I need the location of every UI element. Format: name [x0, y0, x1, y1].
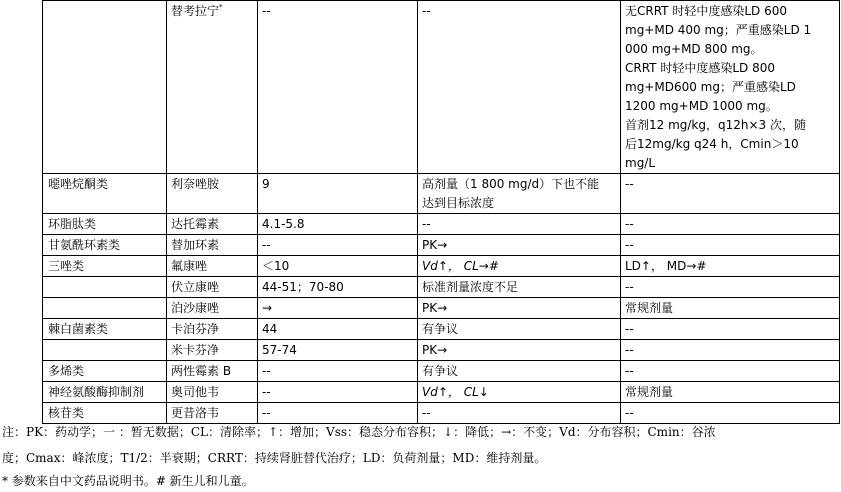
value-cell: 44-51；70-80: [258, 277, 418, 298]
value-cell: --: [258, 235, 418, 256]
value-cell: --: [258, 382, 418, 403]
drug-class-cell: [43, 1, 167, 174]
drug-name-cell: 伏立康唑: [167, 277, 258, 298]
table-row: [43, 277, 840, 298]
dosing-cell: 常规剂量: [621, 298, 840, 319]
drug-class-cell: 棘白菌素类: [43, 319, 167, 340]
value-cell: --: [258, 1, 418, 174]
table-footnote-source: * 参数来自中文药品说明书。# 新生儿和儿童。: [2, 474, 254, 488]
drug-class-cell: 甘氨酰环素类: [43, 235, 167, 256]
table-row: [43, 403, 840, 424]
pk-change-cell: PK→: [418, 298, 621, 319]
dosing-cell: --: [621, 277, 840, 298]
dosing-cell: LD↑， MD→#: [621, 256, 840, 277]
drug-class-cell: 噁唑烷酮类: [43, 174, 167, 214]
drug-name-cell: 替加环素: [167, 235, 258, 256]
drug-class-cell: [43, 298, 167, 319]
pk-change-cell: --: [418, 214, 621, 235]
drug-class-cell: 神经氨酸酶抑制剂: [43, 382, 167, 403]
drug-class-cell: [43, 277, 167, 298]
pk-change-cell: --: [418, 1, 621, 174]
table-row: [43, 298, 840, 319]
drug-name-cell: 奥司他韦: [167, 382, 258, 403]
drug-class-cell: 核苷类: [43, 403, 167, 424]
drug-name-cell: 米卡芬净: [167, 340, 258, 361]
value-cell: --: [258, 361, 418, 382]
table-row: [43, 382, 840, 403]
pk-change-cell: 有争议: [418, 361, 621, 382]
drug-name-cell: 卡泊芬净: [167, 319, 258, 340]
dosing-cell: --: [621, 319, 840, 340]
drug-name-cell: 更昔洛韦: [167, 403, 258, 424]
drug-name-cell: 泊沙康唑: [167, 298, 258, 319]
dosing-cell: --: [621, 403, 840, 424]
dosing-cell: 常规剂量: [621, 382, 840, 403]
table-row: [43, 319, 840, 340]
table-footnote-abbreviations: 注：PK：药动学；一 ：暂无数据；CL：清除率；↑：增加；Vss：稳态分布容积；↓：降低；→：不变；Vd：分布容积；Cmin：谷浓: [2, 425, 716, 439]
value-cell: 57-74: [258, 340, 418, 361]
value-cell: ＜10: [258, 256, 418, 277]
drug-name-cell: 两性霉素 B: [167, 361, 258, 382]
pk-change-cell: 标准剂量浓度不足: [418, 277, 621, 298]
drug-pk-table: [42, 0, 840, 424]
drug-class-cell: 环脂肽类: [43, 214, 167, 235]
pk-change-cell: PK→: [418, 235, 621, 256]
dosing-cell: --: [621, 340, 840, 361]
pk-change-cell: 有争议: [418, 319, 621, 340]
table-row: [43, 1, 840, 174]
pk-change-cell: --: [418, 403, 621, 424]
pk-change-cell: 高剂量（1 800 mg/d）下也不能 达到目标浓度: [418, 174, 621, 214]
drug-class-cell: [43, 340, 167, 361]
drug-name-cell: 替考拉宁*: [167, 1, 258, 174]
drug-class-cell: 多烯类: [43, 361, 167, 382]
value-cell: 44: [258, 319, 418, 340]
dosing-cell: --: [621, 235, 840, 256]
value-cell: 9: [258, 174, 418, 214]
drug-name-cell: 达托霉素: [167, 214, 258, 235]
table-row: [43, 174, 840, 214]
table-footnote-abbreviations-cont: 度；Cmax：峰浓度；T1/2：半衰期；CRRT：持续肾脏替代治疗；LD：负荷剂量；MD：维持剂量。: [2, 451, 547, 465]
value-cell: →: [258, 298, 418, 319]
dosing-cell: 无CRRT 时轻中度感染LD 600 mg+MD 400 mg；严重感染LD 1 000 mg+MD 800 mg。 CRRT 时轻中度感染LD 800 mg+MD600 mg；严重感染LD 1200 mg+MD 1000 mg。 首剂12 mg/kg，q12h×3 次，随 后12mg/kg q24 h，Cmin＞10 mg/L: [621, 1, 840, 174]
table-row: [43, 340, 840, 361]
value-cell: 4.1-5.8: [258, 214, 418, 235]
value-cell: --: [258, 403, 418, 424]
pk-change-cell: Vd↑， CL↓: [418, 382, 621, 403]
pk-change-cell: PK→: [418, 340, 621, 361]
dosing-cell: --: [621, 174, 840, 214]
pk-change-cell: Vd↑， CL→#: [418, 256, 621, 277]
drug-name-cell: 利奈唑胺: [167, 174, 258, 214]
dosing-cell: --: [621, 214, 840, 235]
table-row: [43, 256, 840, 277]
table-row: [43, 361, 840, 382]
drug-class-cell: 三唑类: [43, 256, 167, 277]
table-row: [43, 214, 840, 235]
drug-name-cell: 氟康唑: [167, 256, 258, 277]
table-row: [43, 235, 840, 256]
dosing-cell: --: [621, 361, 840, 382]
